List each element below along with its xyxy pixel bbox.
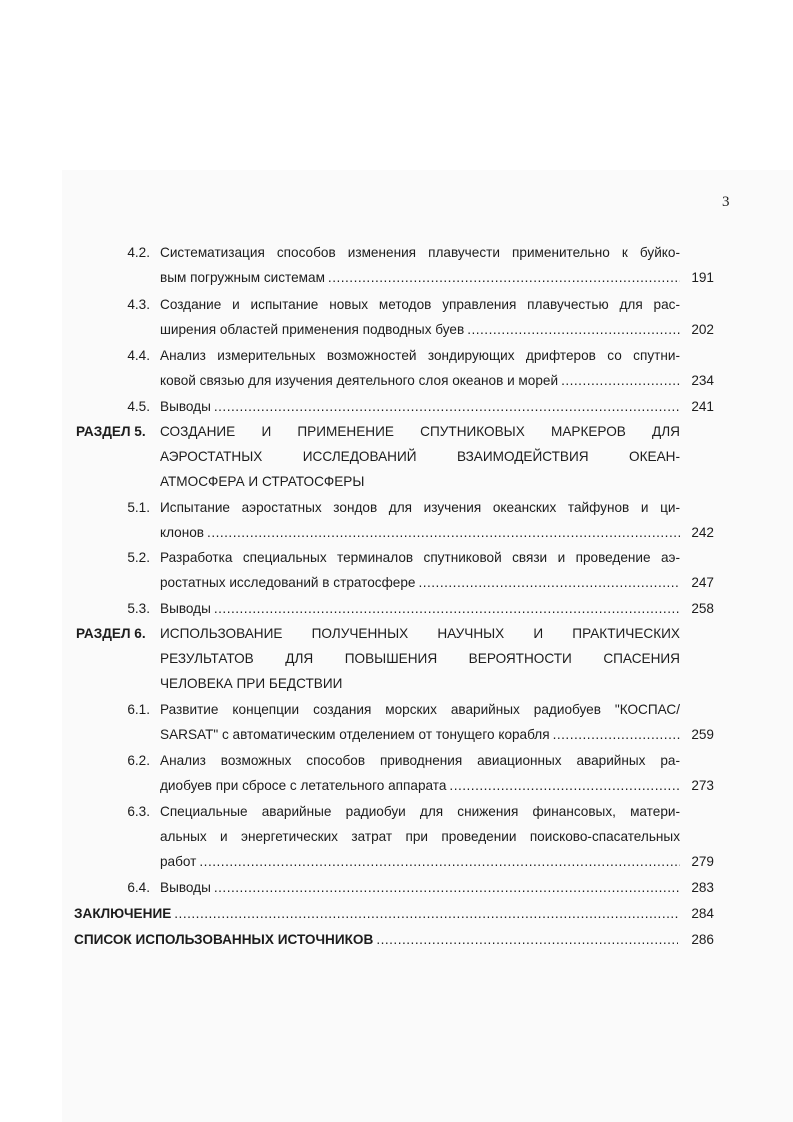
entry-title-continued — [160, 722, 680, 747]
toc-entry-5-2-cont[interactable] — [0, 570, 793, 595]
toc-section-5[interactable] — [0, 419, 793, 444]
section-title: ИСПОЛЬЗОВАНИЕ ПОЛУЧЕННЫХ НАУЧНЫХ И ПРАКТИЧЕСКИХ — [160, 626, 680, 641]
section-title-line: АТМОСФЕРА И СТРАТОСФЕРЫ — [160, 474, 365, 489]
section-label: РАЗДЕЛ 6. — [76, 626, 146, 641]
dot-leader — [328, 265, 680, 290]
page-number: 3 — [722, 194, 730, 210]
entry-title: Анализ возможных способов приводнения авиационных аварийных ра- — [160, 753, 680, 768]
toc-section-5-cont — [0, 444, 793, 469]
entry-number: 4.2. — [127, 245, 150, 260]
entry-number: 4.5. — [127, 399, 150, 414]
dot-leader — [174, 901, 678, 926]
dot-leader — [561, 368, 680, 393]
toc-section-6-cont — [0, 646, 793, 671]
entry-title-continued — [160, 849, 680, 874]
entry-title: Систематизация способов изменения плавучести применительно к буйко- — [160, 245, 680, 260]
toc-entry-5-2[interactable] — [0, 545, 793, 570]
entry-page: 286 — [691, 932, 714, 947]
entry-page: 241 — [691, 399, 714, 414]
entry-number: 6.4. — [127, 880, 150, 895]
toc-entry-5-3[interactable] — [0, 596, 793, 621]
entry-page: 202 — [691, 322, 714, 337]
toc-entry-6-3[interactable] — [0, 799, 793, 824]
toc-entry-5-1[interactable] — [0, 495, 793, 520]
toc-section-5-cont — [0, 469, 793, 494]
entry-number: 6.3. — [127, 804, 150, 819]
toc-conclusion[interactable] — [0, 901, 793, 926]
toc-entry-4-5[interactable] — [0, 394, 793, 419]
entry-title: Специальные аварийные радиобуи для снижения финансовых, матери- — [160, 804, 680, 819]
entry-title-line: ковой связью для изучения деятельного слоя океанов и морей — [160, 373, 559, 388]
entry-title — [74, 927, 678, 952]
dot-leader — [449, 773, 680, 798]
references-label: СПИСОК ИСПОЛЬЗОВАННЫХ ИСТОЧНИКОВ — [74, 932, 374, 947]
section-title-line: РЕЗУЛЬТАТОВ ДЛЯ ПОВЫШЕНИЯ ВЕРОЯТНОСТИ СПАСЕНИЯ — [160, 651, 680, 666]
toc-references[interactable] — [0, 927, 793, 952]
entry-title-line: SARSAT" с автоматическим отделением от тонущего корабля — [160, 727, 550, 742]
entry-title: Испытание аэростатных зондов для изучения океанских тайфунов и ци- — [160, 500, 680, 515]
entry-title: Создание и испытание новых методов управления плавучестью для рас- — [160, 297, 680, 312]
entry-title-line: ростатных исследований в стратосфере — [160, 575, 416, 590]
dot-leader — [214, 394, 680, 419]
entry-title — [160, 875, 680, 900]
entry-page: 284 — [691, 906, 714, 921]
toc-entry-4-3-cont[interactable] — [0, 317, 793, 342]
toc-entry-6-1[interactable] — [0, 697, 793, 722]
entry-page: 258 — [691, 601, 714, 616]
entry-title: Разработка специальных терминалов спутниковой связи и проведение аэ- — [160, 550, 680, 565]
entry-title-line: диобуев при сбросе с летательного аппарата — [160, 778, 447, 793]
entry-page: 247 — [691, 575, 714, 590]
entry-page: 279 — [691, 854, 714, 869]
toc-entry-4-4-cont[interactable] — [0, 368, 793, 393]
dot-leader — [418, 570, 680, 595]
entry-title-continued — [160, 368, 680, 393]
entry-page: 259 — [691, 727, 714, 742]
toc-entry-4-2-cont[interactable] — [0, 265, 793, 290]
toc-entry-4-3[interactable] — [0, 292, 793, 317]
dot-leader — [214, 596, 680, 621]
entry-title-continued — [160, 570, 680, 595]
entry-title-line: Выводы — [160, 601, 211, 616]
entry-title — [160, 394, 680, 419]
entry-title — [160, 596, 680, 621]
entry-title-continued — [160, 773, 680, 798]
entry-title-continued — [160, 317, 680, 342]
entry-number: 6.2. — [127, 753, 150, 768]
entry-title-line: работ — [160, 854, 197, 869]
section-title: СОЗДАНИЕ И ПРИМЕНЕНИЕ СПУТНИКОВЫХ МАРКЕРОВ ДЛЯ — [160, 424, 680, 439]
entry-title-line: Выводы — [160, 399, 211, 414]
toc-section-6-cont — [0, 671, 793, 696]
entry-page: 242 — [691, 525, 714, 540]
entry-title-continued — [160, 265, 680, 290]
entry-number: 4.4. — [127, 348, 150, 363]
entry-page: 283 — [691, 880, 714, 895]
entry-title-line: ширения областей применения подводных буев — [160, 322, 465, 337]
toc-entry-6-2-cont[interactable] — [0, 773, 793, 798]
toc-entry-4-4[interactable] — [0, 343, 793, 368]
toc-entry-6-3-cont[interactable] — [0, 849, 793, 874]
section-label: РАЗДЕЛ 5. — [76, 424, 146, 439]
toc-entry-6-2[interactable] — [0, 748, 793, 773]
entry-title — [74, 901, 678, 926]
conclusion-label: ЗАКЛЮЧЕНИЕ — [74, 906, 172, 921]
entry-title-line: клонов — [160, 525, 205, 540]
entry-title: Анализ измерительных возможностей зондирующих дрифтеров со спутни- — [160, 348, 680, 363]
entry-title: Развитие концепции создания морских аварийных радиобуев "КОСПАС/ — [160, 702, 680, 717]
top-margin — [0, 0, 793, 170]
dot-leader — [207, 520, 680, 545]
entry-title-line: вым погружным системам — [160, 270, 325, 285]
dot-leader — [553, 722, 680, 747]
entry-page: 234 — [691, 373, 714, 388]
entry-page: 191 — [691, 270, 714, 285]
dot-leader — [467, 317, 680, 342]
toc-entry-6-3-cont — [0, 824, 793, 849]
toc-entry-4-2[interactable] — [0, 240, 793, 265]
entry-number: 6.1. — [127, 702, 150, 717]
entry-number: 5.2. — [127, 550, 150, 565]
entry-page: 273 — [691, 778, 714, 793]
entry-title-line: альных и энергетических затрат при проведении поисково-спасательных — [160, 829, 680, 844]
dot-leader — [376, 927, 678, 952]
toc-section-6[interactable] — [0, 621, 793, 646]
toc-entry-6-4[interactable] — [0, 875, 793, 900]
toc-entry-5-1-cont[interactable] — [0, 520, 793, 545]
section-title-line: АЭРОСТАТНЫХ ИССЛЕДОВАНИЙ ВЗАИМОДЕЙСТВИЯ ОКЕАН- — [160, 449, 680, 464]
section-title-line: ЧЕЛОВЕКА ПРИ БЕДСТВИИ — [160, 676, 343, 691]
dot-leader — [214, 875, 680, 900]
entry-number: 5.1. — [127, 500, 150, 515]
toc-entry-6-1-cont[interactable] — [0, 722, 793, 747]
entry-title-line: Выводы — [160, 880, 211, 895]
entry-title-continued — [160, 520, 680, 545]
dot-leader — [199, 849, 680, 874]
entry-number: 4.3. — [127, 297, 150, 312]
entry-number: 5.3. — [127, 601, 150, 616]
